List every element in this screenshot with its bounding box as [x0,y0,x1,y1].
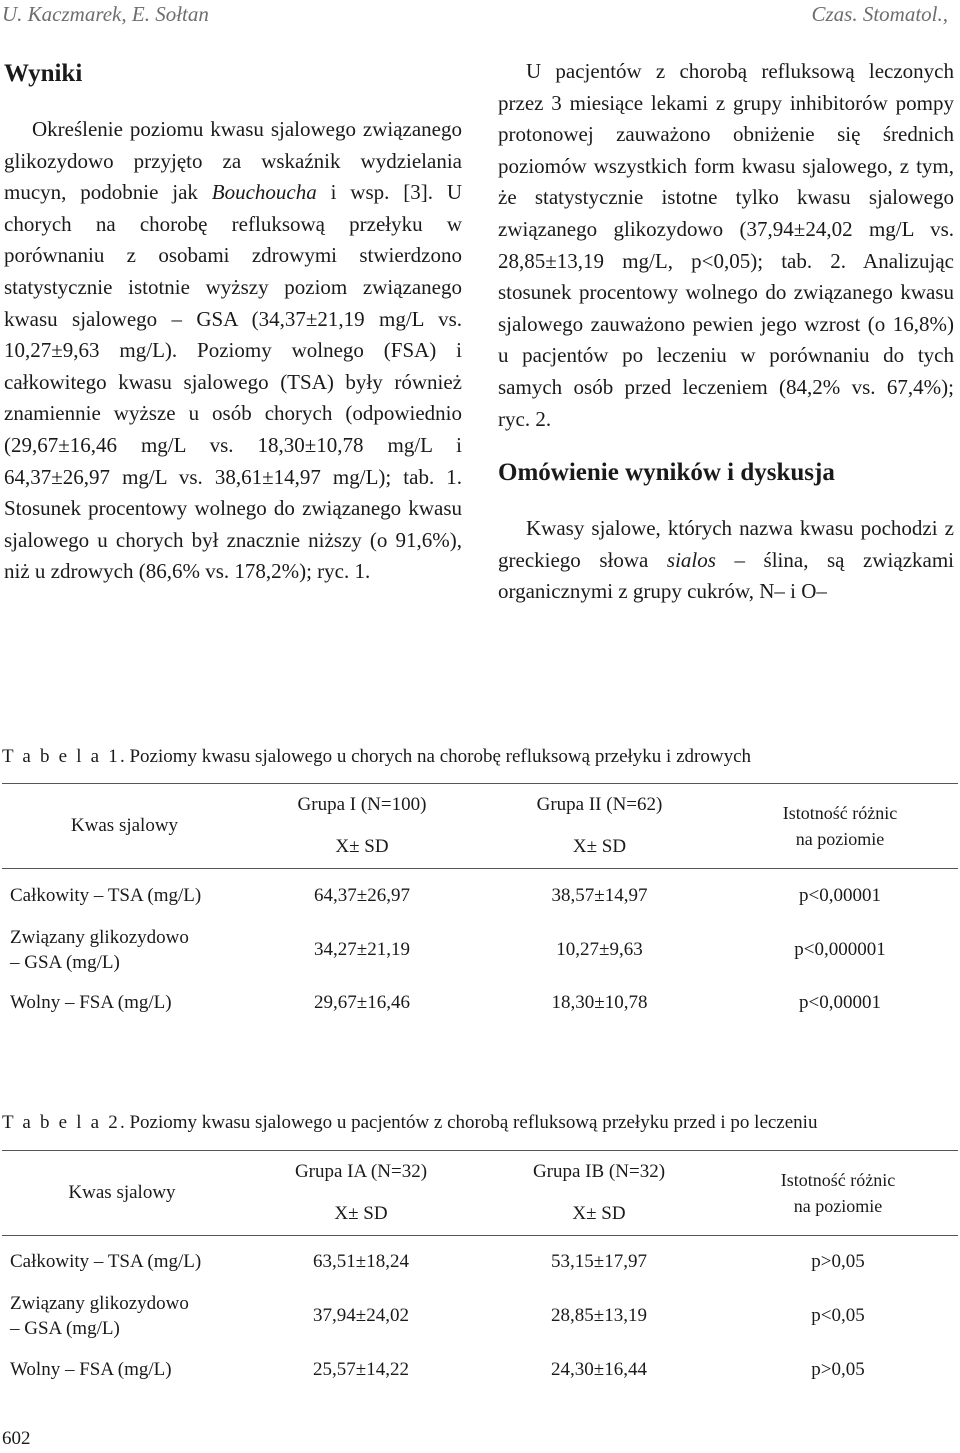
table1-caption [2,746,751,768]
row-label: Związany glikozydowo – GSA (mg/L) [10,1292,189,1339]
results-text-rest: i wsp. [3]. U chorych na chorobę refluksową przełyku w porównaniu z osobami zdrowymi stwierdzono statystycznie istotnie wyższy poziom związanego kwasu sjalowego – GSA (34,37±21,19 mg/L vs. 10,27±9,63 mg/L). Poziomy wolnego (FSA) i całkowitego kwasu sjalowego (TSA) były również znamiennie wyższe u osób chorych (odpowiednio (29,67±16,46 mg/L vs. 18,30±10,78 mg/L i 64,37±26,97 mg/L vs. 38,61±14,97 mg/L); tab. 1. Stosunek procentowy wolnego do związanego kwasu sjalowego u chorych był znacznie niższy (o 91,6%), niż u zdrowych (86,6% vs. 178,2%); ryc. 1. [4,180,463,584]
cell-group-a: 64,37±26,97 [314,884,410,906]
results-text-start: Określenie poziomu kwasu sjalowego związanego glikozydowo przyjęto za wskaźnik wydzielania mucyn, podobnie jak [4,117,462,205]
table-row [2,1344,958,1396]
row-label: Całkowity – TSA (mg/L) [10,885,202,907]
cell-group-a: 25,57±14,22 [313,1358,409,1380]
discussion-text-start: Kwasy sjalowe, których nazwa kwasu pochodzi z greckiego słowa [498,516,954,572]
cell-group-b: 28,85±13,19 [551,1304,647,1326]
table2-header-acid: Kwas sjalowy [2,1151,242,1236]
cell-group-a: 34,27±21,19 [314,938,410,960]
table1-header-acid: Kwas sjalowy [2,784,247,869]
table1-header-group2: Grupa II (N=62) X± SD [477,784,722,869]
row-label: Całkowity – TSA (mg/L) [10,1251,202,1273]
cell-p-value: p<0,00001 [799,991,881,1013]
table2-header-significance: Istotność różnic na poziomie [718,1151,958,1236]
row-label: Związany glikozydowo – GSA (mg/L) [10,926,189,973]
cell-group-b: 38,57±14,97 [551,884,648,906]
table2-caption-text: . Poziomy kwasu sjalowego u pacjentów z chorobą refluksową przełyku przed i po leczeniu [119,1112,818,1133]
table-row [2,869,958,923]
page-number: 602 [2,1428,31,1449]
table2-header-group2: Grupa IB (N=32) X± SD [480,1151,718,1236]
results-text-italic: Bouchoucha [211,180,317,205]
row-label: Wolny – FSA (mg/L) [10,1359,172,1380]
cell-p-value: p>0,05 [811,1358,865,1380]
right-column [498,56,954,608]
cell-group-a: 63,51±18,24 [313,1250,409,1272]
section-heading-discussion: Omówienie wyników i dyskusja [498,459,835,487]
cell-p-value: p<0,05 [811,1304,865,1326]
cell-p-value: p<0,00001 [799,884,881,906]
table1-header-row [2,784,958,869]
discussion-text-italic: sialos [666,547,716,572]
table1-header-group1: Grupa I (N=100) X± SD [247,784,477,869]
discussion-text-rest: – ślina, są związkami organicznymi z grupy cukrów, N– i O– [498,547,954,604]
treatment-paragraph: U pacjentów z chorobą refluksową leczonych przez 3 miesiące lekami z grupy inhibitorów pompy protonowej zauważono obniżenie się średnich poziomów wszystkich form kwasu sjalowego, z tym, że statystycznie istotne tylko kwasu sjalowego związanego glikozydowo (37,94±24,02 mg/L vs. 28,85±13,19 mg/L, p<0,05); tab. 2. Analizując stosunek procentowy wolnego do związanego kwasu sjalowego zauważono pewien jego wzrost (o 16,8%) u pacjentów po leczeniu w porównaniu do tych samych osób przed leczeniem (84,2% vs. 67,4%); ryc. 2. [498,59,954,431]
cell-group-b: 24,30±16,44 [551,1358,647,1380]
cell-group-a: 37,94±24,02 [313,1304,409,1326]
table2-header-row [2,1151,958,1236]
table-row [2,977,958,1029]
running-head-journal: Czas. Stomatol., [811,2,948,26]
section-heading-results: Wyniki [4,60,83,87]
table-row [2,923,958,977]
table1-header-significance: Istotność różnic na poziomie [722,784,958,869]
table1-caption-text: . Poziomy kwasu sjalowego u chorych na chorobę refluksową przełyku i zdrowych [119,746,751,767]
table2 [2,1150,958,1396]
cell-p-value: p>0,05 [811,1250,865,1272]
left-column [4,56,462,588]
cell-group-b: 53,15±17,97 [551,1250,647,1272]
table-row [2,1288,958,1344]
table2-caption [2,1112,817,1134]
running-head [2,2,948,28]
table2-header-group1: Grupa IA (N=32) X± SD [242,1151,480,1236]
table-row [2,1236,958,1288]
table2-label: T a b e l a 2 [2,1112,120,1133]
table1-label: T a b e l a 1 [2,746,120,767]
results-paragraph [4,114,462,588]
cell-group-b: 10,27±9,63 [556,938,643,960]
running-head-authors: U. Kaczmarek, E. Sołtan [2,2,209,26]
discussion-paragraph [498,513,954,608]
cell-p-value: p<0,000001 [794,938,886,960]
cell-group-b: 18,30±10,78 [551,991,648,1013]
row-label: Wolny – FSA (mg/L) [10,992,172,1013]
cell-group-a: 29,67±16,46 [314,991,410,1013]
table1 [2,783,958,1029]
